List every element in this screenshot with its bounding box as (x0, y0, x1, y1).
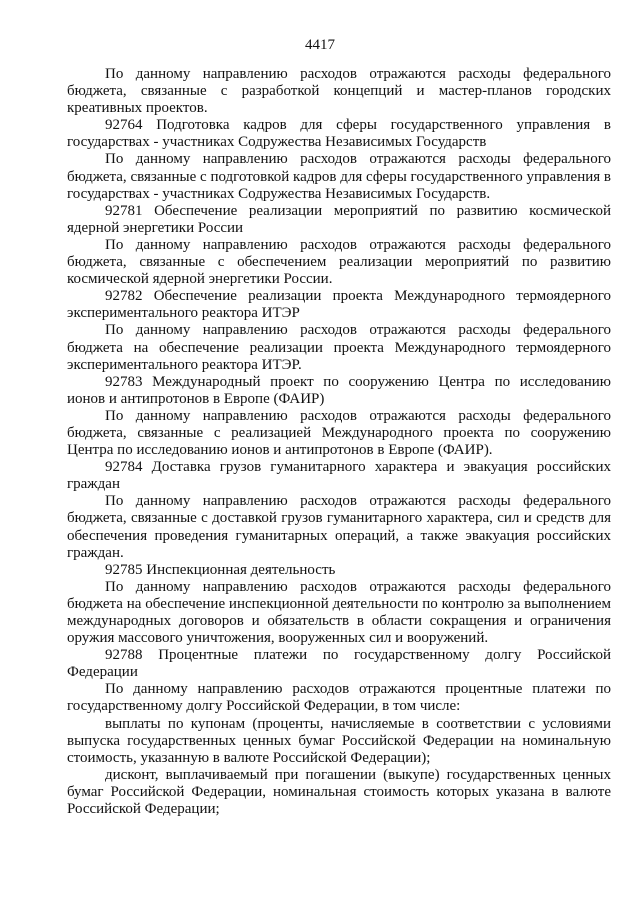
paragraph-92784: По данному направлению расходов отражаются расходы федерального бюджета, связанные с доставкой грузов гуманитарного характера, сил и средств для обеспечения проведения гуманитарных операций, а также эвакуация российских граждан. (67, 493, 611, 561)
paragraph-92781: По данному направлению расходов отражаются расходы федерального бюджета, связанные с обеспечением реализации мероприятий по развитию космической ядерной энергетики России. (67, 236, 611, 288)
heading-92764: 92764 Подготовка кадров для сферы государственного управления в государствах - участниках Содружества Независимых Государств (67, 117, 611, 151)
paragraph-92785: По данному направлению расходов отражаются расходы федерального бюджета на обеспечение инспекционной деятельности по контролю за выполнением международных договоров и обязательств в области сокращения и ограничения оружия массового уничтожения, вооруженных сил и вооружений. (67, 578, 611, 647)
heading-92781: 92781 Обеспечение реализации мероприятий по развитию космической ядерной энергетики России (67, 202, 611, 236)
paragraph-1: По данному направлению расходов отражаются расходы федерального бюджета, связанные с разработкой концепций и мастер-планов городских креативных проектов. (67, 66, 611, 117)
document-body (67, 66, 611, 818)
paragraph-92764: По данному направлению расходов отражаются расходы федерального бюджета, связанные с подготовкой кадров для сферы государственного управления в государствах - участниках Содружества Независимых Государств. (67, 151, 611, 202)
heading-92788: 92788 Процентные платежи по государственному долгу Российской Федерации (67, 647, 611, 681)
heading-92784: 92784 Доставка грузов гуманитарного характера и эвакуация российских граждан (67, 459, 611, 493)
heading-92785: 92785 Инспекционная деятельность (105, 561, 336, 578)
list-item-coupons: выплаты по купонам (проценты, начисляемые в соответствии с условиями выпуска государственных ценных бумаг Российской Федерации на номинальную стоимость, указанную в валюте Российской Федерации); (67, 715, 611, 766)
list-item-discount: дисконт, выплачиваемый при погашении (выкупе) государственных ценных бумаг Российской Федерации, номинальная стоимость которых указана в валюте Российской Федерации; (67, 766, 611, 818)
paragraph-92788: По данному направлению расходов отражаются процентные платежи по государственному долгу Российской Федерации, в том числе: (67, 681, 611, 715)
heading-92783: 92783 Международный проект по сооружению Центра по исследованию ионов и антипротонов в Европе (ФАИР) (67, 373, 611, 407)
paragraph-92783: По данному направлению расходов отражаются расходы федерального бюджета, связанные с реализацией Международного проекта по сооружению Центра по исследованию ионов и антипротонов в Европе (ФАИР). (67, 407, 611, 459)
heading-92782: 92782 Обеспечение реализации проекта Международного термоядерного экспериментального реактора ИТЭР (67, 288, 611, 322)
page-number: 4417 (305, 37, 335, 53)
paragraph-92782: По данному направлению расходов отражаются расходы федерального бюджета на обеспечение реализации проекта Международного термоядерного экспериментального реактора ИТЭР. (67, 322, 611, 373)
